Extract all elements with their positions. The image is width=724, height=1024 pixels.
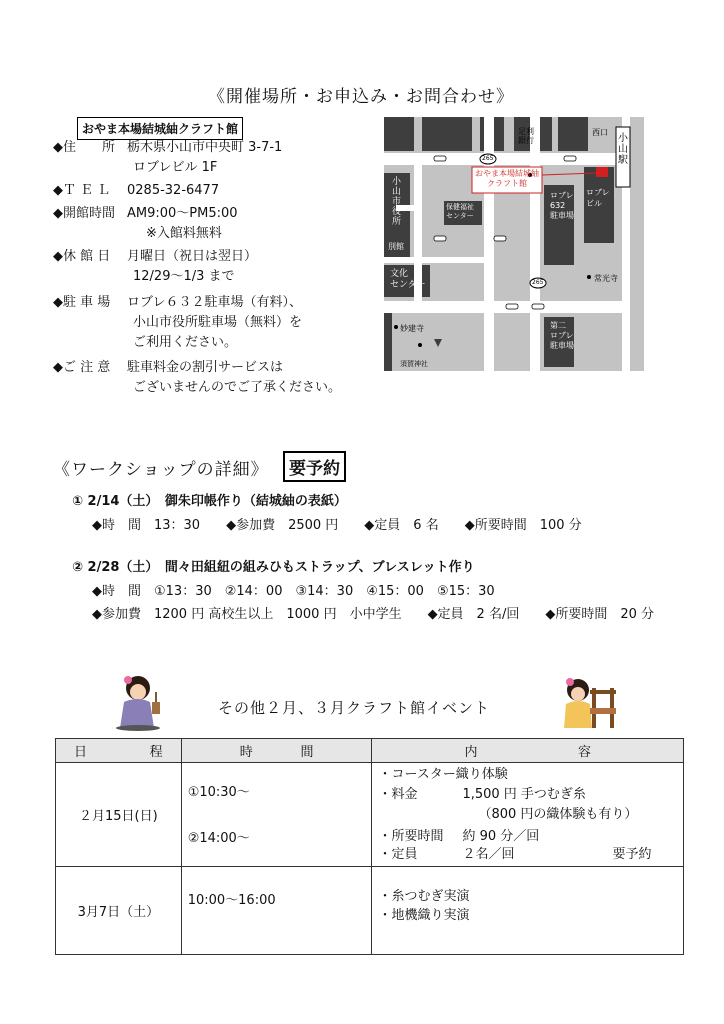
- row1-content-4a: ・所要時間: [378, 829, 444, 844]
- map-label-nishiguchi: 西口: [592, 128, 608, 137]
- header-content-b: 容: [577, 745, 591, 760]
- parking-line-2: 小山市役所駐車場（無料）を: [133, 315, 303, 330]
- info-parking: [53, 293, 302, 353]
- map-label-health: 保健福祉 センター: [446, 203, 474, 220]
- temple-triangle-icon: [434, 339, 442, 347]
- notice-line-2: ございませんのでご了承ください。: [133, 380, 342, 395]
- weaving-girl-illustration: [556, 676, 618, 734]
- notice-line-1: 駐車料金の割引サービスは: [127, 360, 284, 375]
- signal-icon: [506, 304, 518, 309]
- map-label-city-hall: 小 山 市 役 所: [392, 177, 402, 227]
- venue-section-title: 《開催場所・お申込み・お問合わせ》: [208, 87, 514, 107]
- map-label-annex: 別館: [388, 242, 404, 251]
- access-map: [384, 117, 644, 371]
- temple-dot-icon: [394, 325, 398, 329]
- workshop-1-title: [72, 490, 347, 509]
- tel-key: ◆Ｔ Ｅ Ｌ: [53, 183, 111, 198]
- venue-name: おやま本場結城紬クラフト館: [77, 117, 243, 140]
- row2-date: 3月7日（土）: [56, 867, 182, 955]
- map-label-route-2: 265: [532, 279, 544, 286]
- row1-content-5b: ２名／回: [462, 847, 515, 862]
- header-content-a: 内: [464, 745, 478, 760]
- map-label-myoshoji: 妙建寺: [400, 324, 424, 333]
- header-content: [372, 739, 684, 763]
- road-vertical-right: [530, 117, 540, 371]
- row1-content-5c: 要予約: [612, 847, 652, 862]
- map-label-jokoji: 常光寺: [594, 274, 618, 283]
- info-tel: [53, 181, 219, 201]
- workshop-2-detail-fees: ◆参加費 1200 円 高校生以上 1000 円 小中学生 ◆定員 2 名/回 ◆所要時間 20 分: [92, 607, 655, 622]
- header-date-b: 程: [149, 745, 163, 760]
- row2-content-2: ・地機織り実演: [378, 908, 470, 923]
- workshop-1-detail: ◆時 間 13：30 ◆参加費 2500 円 ◆定員 6 名 ◆所要時間 100 分: [92, 518, 582, 533]
- signal-icon: [494, 236, 506, 241]
- row2-time: 10:00〜16:00: [181, 867, 372, 955]
- header-date-a: 日: [74, 745, 88, 760]
- map-block: [384, 117, 414, 151]
- reservation-badge: 要予約: [283, 451, 346, 482]
- row1-content-5a: ・定員: [378, 847, 418, 862]
- address-line-2: ロブレビル 1F: [133, 160, 218, 175]
- map-block: [558, 117, 588, 151]
- parking-key: ◆駐 車 場: [53, 295, 111, 310]
- table-row: [56, 867, 684, 955]
- signal-icon: [434, 156, 446, 161]
- map-label-roble-building: ロブレビル: [586, 188, 610, 208]
- spinning-girl-illustration: [110, 672, 170, 732]
- row1-content-2a: ・料金: [378, 787, 418, 802]
- map-label-suga: 須賀神社: [400, 360, 428, 368]
- workshop-2-title-text: ② 2/28（土） 間々田組紐の組みひもストラップ、ブレスレット作り: [72, 560, 475, 575]
- map-label-route-1: 265: [482, 155, 494, 162]
- row1-content: [372, 763, 684, 867]
- info-address: [53, 138, 282, 178]
- map-block: [422, 117, 472, 151]
- parking-line-3: ご利用ください。: [133, 335, 238, 350]
- hours-note: ※入館料無料: [133, 226, 222, 241]
- events-table: [55, 738, 684, 955]
- map-label-bunka: 文化 センター: [390, 269, 426, 290]
- row1-content-2b: 1,500 円 手つむぎ糸: [462, 787, 586, 802]
- notice-key: ◆ご 注 意: [53, 360, 111, 375]
- signal-icon: [434, 236, 446, 241]
- row2-content: [372, 867, 684, 955]
- road-horizontal-top: [384, 153, 624, 165]
- map-block: [384, 311, 392, 371]
- map-label-daini: 第二 ロブレ 駐車場: [550, 321, 574, 350]
- signal-icon: [564, 156, 576, 161]
- closed-line-1: 月曜日（祝日は翌日）: [127, 249, 258, 264]
- tel-value: 0285-32-6477: [127, 183, 220, 198]
- events-header-row: [56, 739, 684, 763]
- row1-content-1: ・コースター織り体験: [378, 767, 508, 782]
- hours-value: AM9:00〜PM5:00: [127, 206, 238, 221]
- map-label-station: 小 山 駅: [618, 133, 628, 166]
- info-hours: [53, 204, 238, 244]
- workshop-section-title: 《ワークショップの詳細》: [53, 460, 269, 480]
- row1-content-4b: 約 90 分／回: [462, 829, 540, 844]
- map-label-craft: おやま本場結城紬 クラフト館: [475, 169, 539, 188]
- row1-time: [181, 763, 372, 867]
- table-row: [56, 763, 684, 867]
- info-closed: [53, 247, 257, 287]
- address-line-1: 栃木県小山市中央町 3-7-1: [127, 140, 283, 155]
- craft-marker: [596, 167, 608, 177]
- header-time: [181, 739, 372, 763]
- info-notice: [53, 358, 341, 398]
- address-key: ◆住 所: [53, 140, 115, 155]
- map-label-roble632: ロブレ 632 駐車場: [550, 191, 574, 220]
- hours-key: ◆開館時間: [53, 206, 115, 221]
- parking-line-1: ロブレ６３２駐車場（有料）、: [127, 295, 302, 310]
- row1-date: ２月15日(日): [56, 763, 182, 867]
- map-label-ashikaga: 足利 銀行: [518, 127, 534, 145]
- road-side: [384, 257, 484, 263]
- events-title: その他２月、３月クラフト館イベント: [218, 699, 491, 717]
- workshop-2-title: [72, 556, 475, 575]
- workshop-2-detail-times: ◆時 間 ①13：30 ②14：00 ③14：30 ④15：00 ⑤15：30: [92, 584, 495, 599]
- header-time-a: 時: [239, 745, 253, 760]
- row1-time-2: ②14:00〜: [187, 831, 250, 846]
- workshop-1-title-text: ① 2/14（土） 御朱印帳作り（結城紬の表紙）: [72, 494, 347, 509]
- jokoji-dot-icon: [587, 275, 591, 279]
- shrine-dot-icon: [418, 343, 422, 347]
- row1-content-3: （800 円の織体験も有り）: [478, 807, 638, 822]
- signal-icon: [532, 304, 544, 309]
- closed-key: ◆休 館 日: [53, 249, 111, 264]
- row2-content-1: ・糸つむぎ実演: [378, 889, 470, 904]
- closed-line-2: 12/29〜1/3 まで: [133, 269, 235, 284]
- header-date: [56, 739, 182, 763]
- row1-time-1: ①10:30〜: [187, 785, 250, 800]
- header-time-b: 間: [300, 745, 314, 760]
